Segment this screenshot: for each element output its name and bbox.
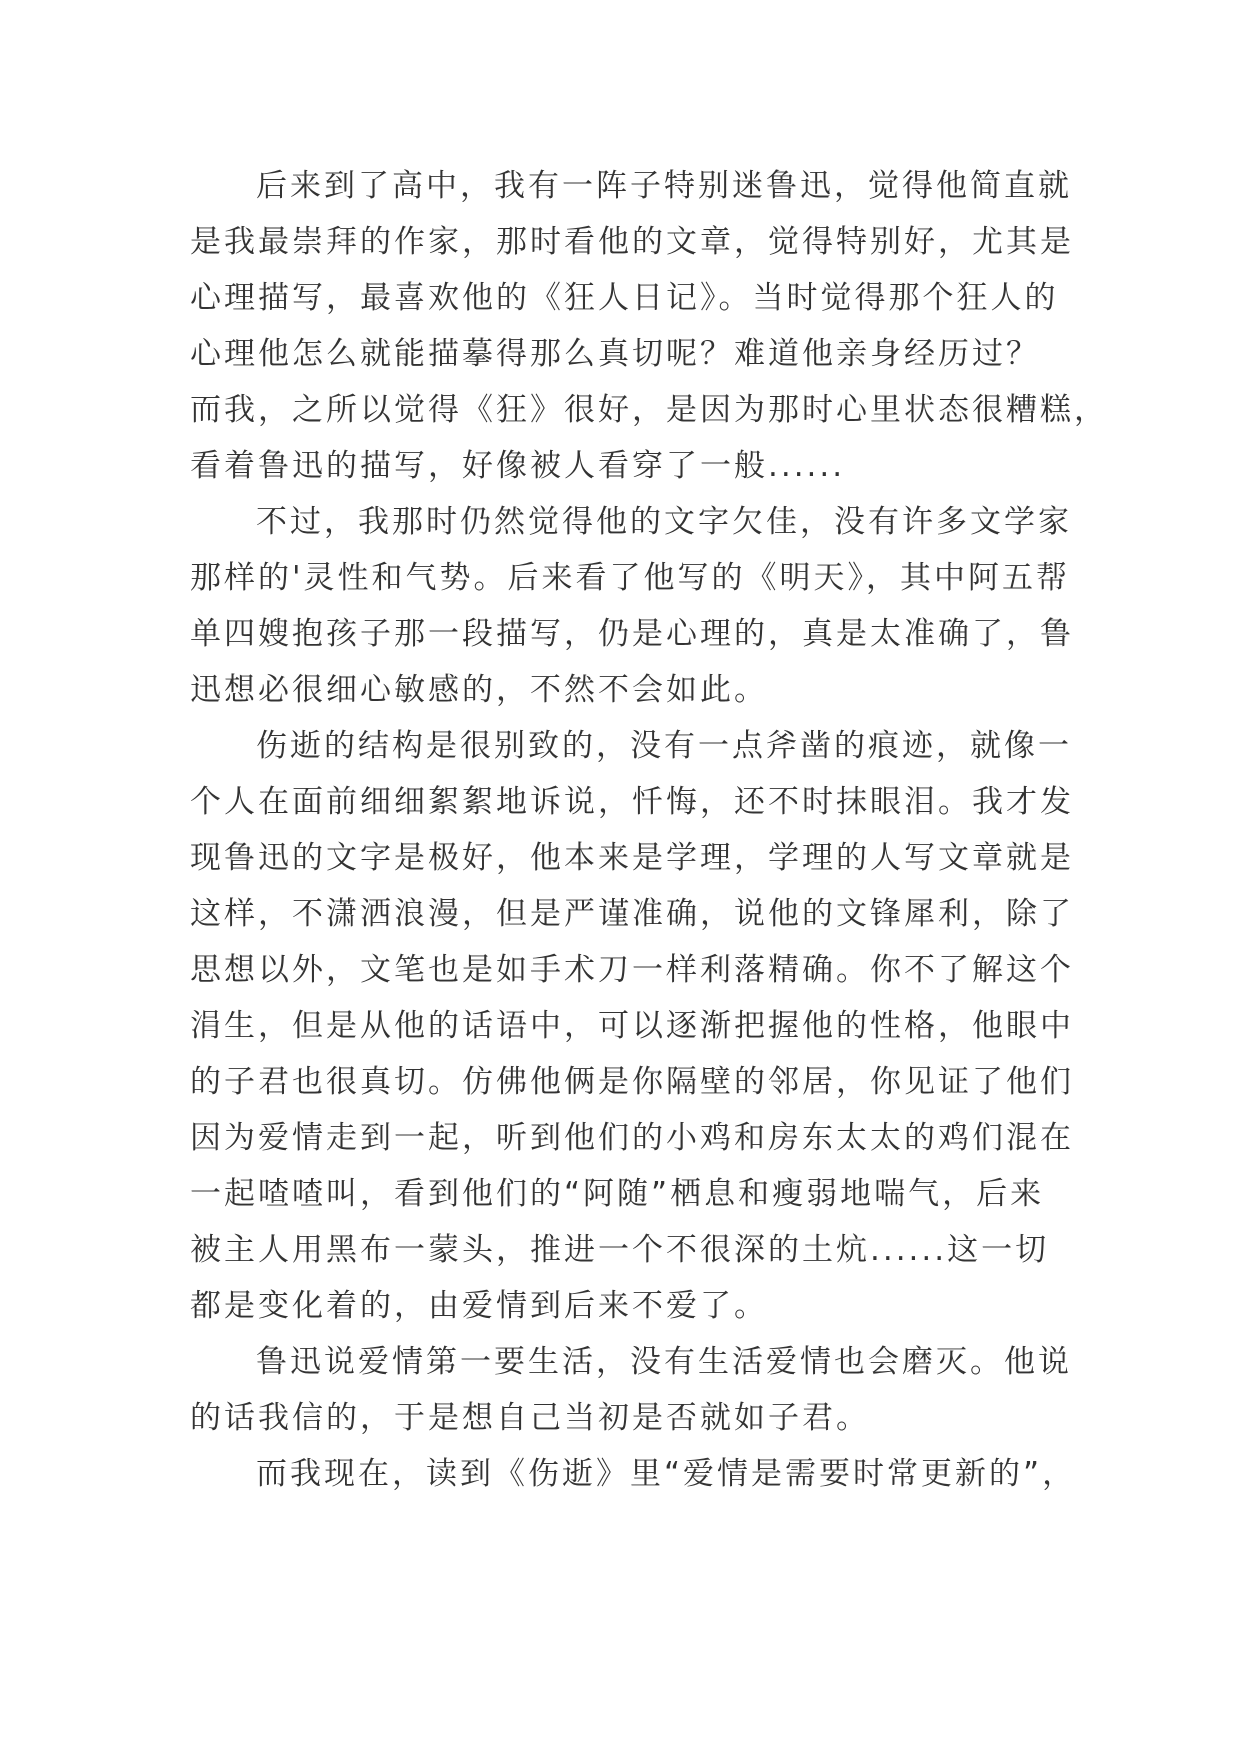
document-body	[190, 158, 1108, 1502]
text-line: 鲁迅说爱情第一要生活，没有生活爱情也会磨灭。他说	[256, 1344, 1072, 1380]
text-line: 那样的'灵性和气势。后来看了他写的《明天》，其中阿五帮	[190, 560, 1071, 596]
text-line: 因为爱情走到一起，听到他们的小鸡和房东太太的鸡们混在	[190, 1120, 1074, 1156]
paragraph-1	[190, 158, 1108, 494]
text-line: 心理他怎么就能描摹得那么真切呢？难道他亲身经历过？	[190, 336, 1040, 372]
text-line: 的子君也很真切。仿佛他俩是你隔壁的邻居，你见证了他们	[190, 1064, 1074, 1100]
text-line: 而我现在，读到《伤逝》里“爱情是需要时常更新的”，	[256, 1456, 1077, 1492]
paragraph-3	[190, 718, 1074, 1334]
text-line: 涓生，但是从他的话语中，可以逐渐把握他的性格，他眼中	[190, 1008, 1074, 1044]
text-line: 都是变化着的，由爱情到后来不爱了。	[190, 1288, 768, 1324]
text-line: 而我，之所以觉得《狂》很好，是因为那时心里状态很糟糕，	[190, 392, 1108, 428]
text-line: 被主人用黑布一蒙头，推进一个不很深的土炕......这一切	[190, 1232, 1050, 1268]
text-line: 看着鲁迅的描写，好像被人看穿了一般......	[190, 448, 846, 484]
text-line: 心理描写，最喜欢他的《狂人日记》。当时觉得那个狂人的	[190, 280, 1059, 316]
text-line: 伤逝的结构是很别致的，没有一点斧凿的痕迹，就像一	[256, 728, 1072, 764]
text-line: 现鲁迅的文字是极好，他本来是学理，学理的人写文章就是	[190, 840, 1074, 876]
text-line: 的话我信的，于是想自己当初是否就如子君。	[190, 1400, 870, 1436]
text-line: 这样，不潇洒浪漫，但是严谨准确，说他的文锋犀利，除了	[190, 896, 1074, 932]
text-line: 一起喳喳叫，看到他们的“阿随”栖息和瘦弱地喘气，后来	[190, 1176, 1045, 1212]
paragraph-5	[190, 1446, 1077, 1502]
text-line: 是我最崇拜的作家，那时看他的文章，觉得特别好，尤其是	[190, 224, 1074, 260]
text-line: 个人在面前细细絮絮地诉说，忏悔，还不时抹眼泪。我才发	[190, 784, 1074, 820]
text-line: 后来到了高中，我有一阵子特别迷鲁迅，觉得他简直就	[256, 168, 1072, 204]
paragraph-4	[190, 1334, 1070, 1446]
text-line: 迅想必很细心敏感的，不然不会如此。	[190, 672, 768, 708]
paragraph-2	[190, 494, 1074, 718]
text-line: 不过，我那时仍然觉得他的文字欠佳，没有许多文学家	[256, 504, 1072, 540]
text-line: 单四嫂抱孩子那一段描写，仍是心理的，真是太准确了，鲁	[190, 616, 1074, 652]
text-line: 思想以外，文笔也是如手术刀一样利落精确。你不了解这个	[190, 952, 1074, 988]
